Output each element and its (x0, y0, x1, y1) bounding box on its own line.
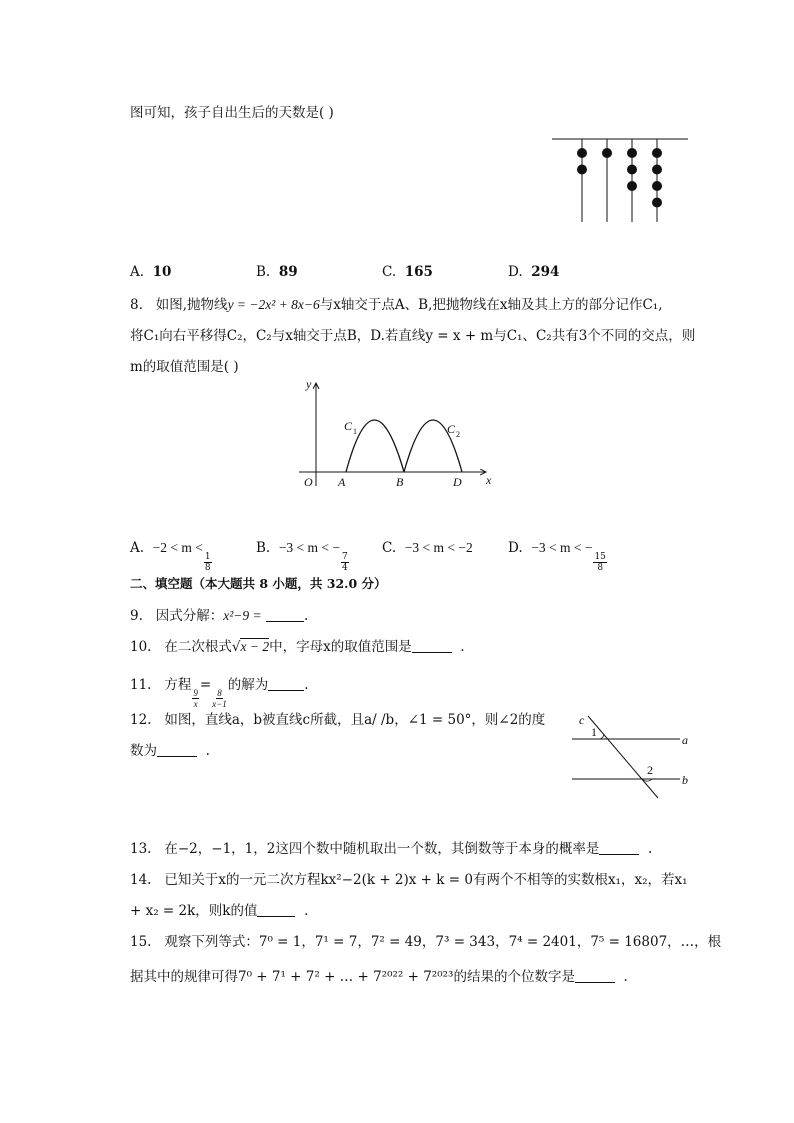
q8-line2: 将C₁向右平移得C₂，C₂与x轴交于点B，D.若直线y = x + m与C₁、C₂共有3个不同的交点，则 (130, 328, 696, 344)
q7-option-a[interactable]: A. 10 (130, 264, 172, 280)
q8-label-a: A (338, 475, 346, 489)
q9: 9. 因式分解：x²−9 = . (130, 608, 309, 624)
q12-label-c: c (579, 713, 585, 727)
q14-line1: 14. 已知关于x的一元二次方程kx²−2(k + 2)x + k = 0有两个不相等的实数根x₁，x₂，若x₁ (130, 872, 688, 888)
q8-option-b[interactable]: B. −3 < m < − $\frac{7}{4}$ (256, 540, 348, 573)
q7-knot-figure (552, 134, 692, 224)
q8-option-a[interactable]: A. −2 < m < $\frac{1}{8}$ (130, 540, 211, 573)
q8-label-c1-sub: 1 (353, 427, 357, 436)
q8-label-d: D (453, 475, 462, 489)
q10-answer-blank[interactable] (412, 640, 452, 653)
q7-option-d[interactable]: D. 294 (508, 264, 560, 280)
q12-label-a: a (682, 733, 688, 747)
sqrt-sign: √ (231, 639, 241, 655)
section-2-heading: 二、填空题（本大题共 8 小题，共 32.0 分） (130, 576, 387, 591)
q12-line-c (588, 716, 658, 798)
q8-label-b: B (396, 475, 404, 489)
q8-line3: m的取值范围是( ) (130, 359, 239, 375)
q8-label-x: x (486, 473, 492, 487)
q8-label-c1: C (344, 419, 353, 433)
q12-label-2: 2 (647, 763, 653, 777)
knot-3-2 (627, 165, 637, 175)
q15-line2: 据其中的规律可得7⁰ + 7¹ + 7² + … + 7²⁰²² + 7²⁰²³的结果的个位数字是 . (130, 969, 628, 985)
q7-stem-tail: 图可知，孩子自出生后的天数是( ) (130, 105, 334, 121)
q12-line2: 数为 . (130, 743, 210, 759)
knot-4-3 (652, 181, 662, 191)
q7-option-c[interactable]: C. 165 (382, 264, 433, 280)
knot-3-1 (627, 148, 637, 158)
q8-label-c2: C (447, 422, 456, 436)
q12-line1: 12. 如图，直线a，b被直线c所截，且a/ /b，∠1 = 50°，则∠2的度 (130, 712, 546, 728)
q8-option-c[interactable]: C. −3 < m < −2 (382, 540, 473, 556)
knot-4-1 (652, 148, 662, 158)
q10: 10. 在二次根式√x − 2中，字母x的取值范围是 . (130, 639, 465, 655)
q13-answer-blank[interactable] (599, 842, 639, 855)
q14-answer-blank[interactable] (257, 904, 295, 917)
q8-label-o: O (304, 475, 313, 489)
q8-label-c2-sub: 2 (456, 430, 460, 439)
q8-parabola-figure (296, 378, 496, 493)
q12-label-b: b (682, 773, 688, 787)
q14-line2: + x₂ = 2k，则k的值 . (130, 903, 309, 919)
q12-label-1: 1 (591, 725, 597, 739)
q7-option-b[interactable]: B. 89 (256, 264, 298, 280)
q11: 11. 方程 $\frac{9}{x}$ = $\frac{8}{x-1}$ 的解为 . (130, 677, 309, 709)
q8-line1: 8. 如图,抛物线y = −2x² + 8x−6与x轴交于点A、B,把抛物线在x轴及其上方的部分记作C₁, (130, 297, 663, 313)
knot-4-4 (652, 198, 662, 208)
q11-answer-blank[interactable] (268, 678, 304, 691)
q9-answer-blank[interactable] (266, 609, 304, 622)
q15-answer-blank[interactable] (575, 970, 615, 983)
q8-option-d[interactable]: D. −3 < m < − $\frac{15}{8}$ (508, 540, 606, 573)
q13: 13. 在−2，−1，1，2这四个数中随机取出一个数，其倒数等于本身的概率是 . (130, 841, 653, 857)
q8-label-y: y (306, 377, 312, 391)
knot-3-3 (627, 181, 637, 191)
knot-1-2 (577, 165, 587, 175)
q12-answer-blank[interactable] (157, 744, 197, 757)
knot-4-2 (652, 165, 662, 175)
q12-parallel-lines-figure (568, 712, 708, 807)
knot-1-1 (577, 148, 587, 158)
q15-line1: 15. 观察下列等式：7⁰ = 1，7¹ = 7，7² = 49，7³ = 343，7⁴ = 2401，7⁵ = 16807，…，根 (130, 934, 722, 950)
knot-2-1 (602, 148, 612, 158)
